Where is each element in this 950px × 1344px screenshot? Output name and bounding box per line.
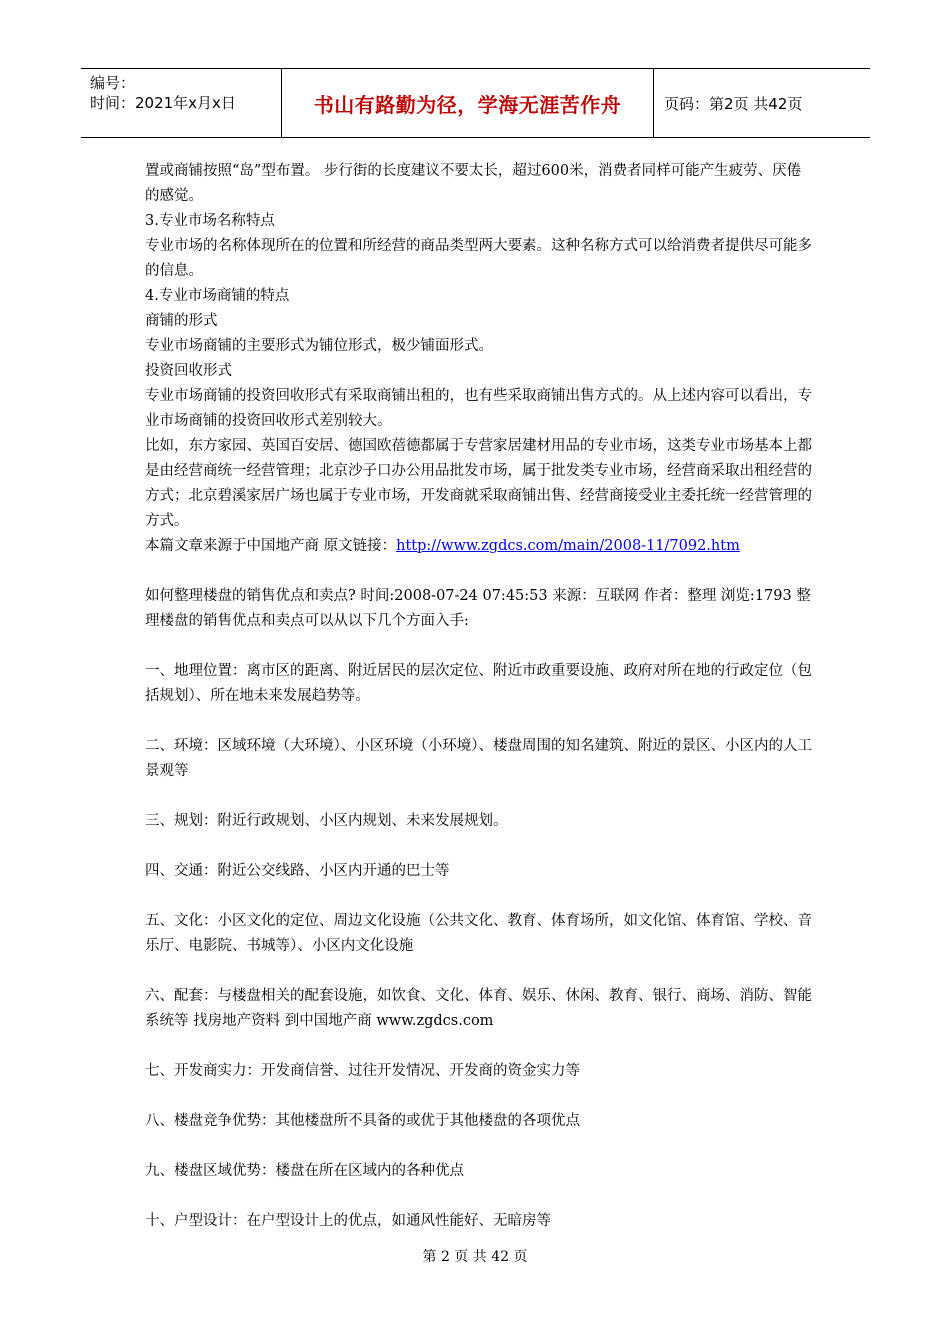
paragraph: 专业市场商铺的投资回收形式有采取商铺出租的，也有些采取商铺出售方式的。从上述内容可以看出，专业市场商铺的投资回收形式差别较大。: [145, 388, 812, 429]
list-item: 七、开发商实力：开发商信誉、过往开发情况、开发商的资金实力等: [145, 1063, 580, 1079]
spacer: [145, 784, 815, 809]
article-intro: 如何整理楼盘的销售优点和卖点? 时间:2008-07-24 07:45:53 来源：互联网 作者：整理 浏览:1793 整理楼盘的销售优点和卖点可以从以下几个方面入手:: [145, 588, 811, 629]
paragraph: 专业市场商铺的主要形式为铺位形式，极少铺面形式。: [145, 338, 493, 354]
spacer: [145, 1134, 815, 1159]
paragraph: 置或商铺按照“岛”型布置。 步行街的长度建议不要太长，超过600米，消费者同样可能产生疲劳、厌倦的感觉。: [145, 163, 802, 204]
list-item: 三、规划：附近行政规划、小区内规划、未来发展规划。: [145, 813, 508, 829]
spacer: [145, 834, 815, 859]
header-page-label: 页码：第2页 共42页: [664, 94, 803, 113]
header-left-cell: [81, 69, 282, 137]
sub-heading: 商铺的形式: [145, 313, 218, 329]
list-item: 一、地理位置：离市区的距离、附近居民的层次定位、附近市政重要设施、政府对所在地的行政定位（包括规划）、所在地未来发展趋势等。: [145, 663, 812, 704]
section-heading: 3.专业市场名称特点: [145, 213, 275, 229]
spacer: [145, 1084, 815, 1109]
spacer: [145, 709, 815, 734]
spacer: [145, 559, 815, 584]
section-heading: 4.专业市场商铺的特点: [145, 288, 290, 304]
list-item: 二、环境：区域环境（大环境）、小区环境（小环境）、楼盘周围的知名建筑、附近的景区、小区内的人工景观等: [145, 738, 812, 779]
page-footer: 第 2 页 共 42 页: [422, 1249, 528, 1265]
paragraph: 比如，东方家园、英国百安居、德国欧蓓德都属于专营家居建材用品的专业市场，这类专业市场基本上都是由经营商统一经营管理；北京沙子口办公用品批发市场，属于批发类专业市场，经营商采取出租经营的方式；北京碧溪家居广场也属于专业市场，开发商就采取商铺出售、经营商接受业主委托统一经营管理的方式。: [145, 438, 812, 529]
document-body: [145, 159, 815, 1234]
time-label: 时间：2021年x月x日: [90, 94, 236, 112]
list-item: 五、文化：小区文化的定位、周边文化设施（公共文化、教育、体育场所，如文化馆、体育馆、学校、音乐厅、电影院、书城等）、小区内文化设施: [145, 913, 812, 954]
source-line: [145, 534, 815, 559]
spacer: [145, 1184, 815, 1209]
list-item: 四、交通：附近公交线路、小区内开通的巴士等: [145, 863, 450, 879]
spacer: [145, 959, 815, 984]
spacer: [145, 634, 815, 659]
list-item: 八、楼盘竞争优势：其他楼盘所不具备的或优于其他楼盘的各项优点: [145, 1113, 580, 1129]
source-link[interactable]: http://www.zgdcs.com/main/2008-11/7092.htm: [396, 538, 740, 554]
list-item: 六、配套：与楼盘相关的配套设施，如饮食、文化、体育、娱乐、休闲、教育、银行、商场、消防、智能系统等 找房地产资料 到中国地产商 www.zgdcs.com: [145, 988, 812, 1029]
list-item: 十、户型设计：在户型设计上的优点，如通风性能好、无暗房等: [145, 1213, 551, 1229]
number-label: 编号：: [90, 74, 136, 92]
spacer: [145, 884, 815, 909]
document-header: [81, 68, 870, 138]
list-item: 九、楼盘区域优势：楼盘在所在区域内的各种优点: [145, 1163, 464, 1179]
paragraph: 专业市场的名称体现所在的位置和所经营的商品类型两大要素。这种名称方式可以给消费者提供尽可能多的信息。: [145, 238, 812, 279]
header-motto: 书山有路勤为径，学海无涯苦作舟: [282, 69, 654, 137]
sub-heading: 投资回收形式: [145, 363, 232, 379]
spacer: [145, 1034, 815, 1059]
source-prefix: 本篇文章来源于中国地产商 原文链接：: [145, 538, 397, 554]
